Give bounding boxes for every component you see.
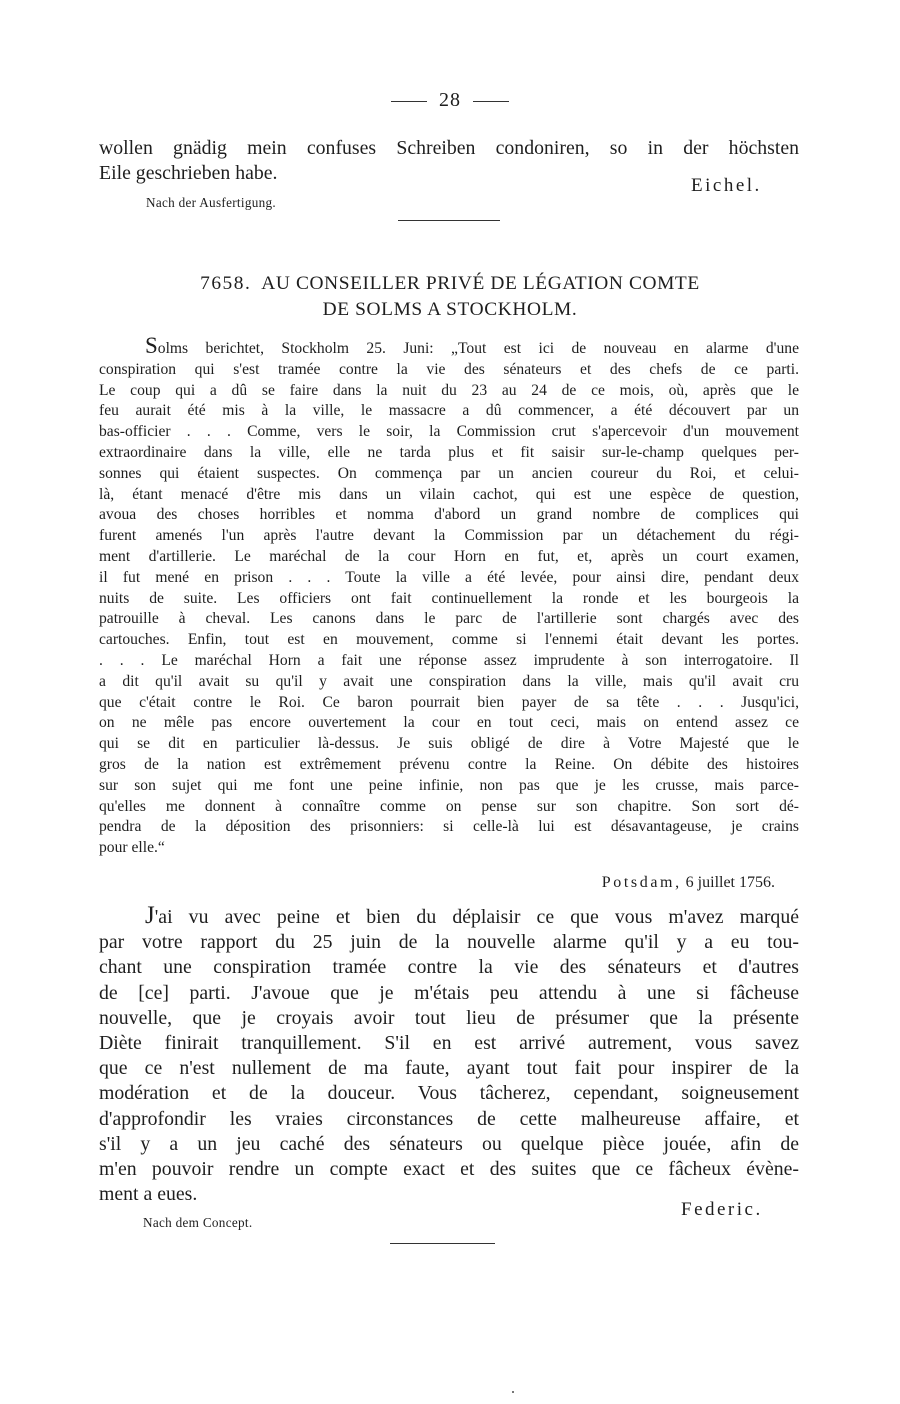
letter-line: chant une conspiration tramée contre la vie des sénateurs et d'autres [99, 956, 799, 979]
letter-line: s'il y a un jeu caché des sénateurs ou quelque pièce jouée, afin de [99, 1132, 799, 1155]
page-number-text: 28 [439, 89, 461, 111]
previous-letter-line: Eile geschrieben habe. [99, 162, 278, 185]
source-note-concept: Nach dem Concept. [143, 1215, 253, 1230]
summary-line: extraordinaire dans la ville, elle ne tarda plus et fit saisir sur-le-champ quelques per- [99, 443, 799, 461]
letter-line: modération et de la douceur. Vous tâcherez, cependant, soigneusement [99, 1082, 799, 1105]
section-divider [398, 220, 500, 221]
summary-line: que c'était contre le Roi. Ce baron pourrait bien payer de sa tête . . . Jusqu'ici, [99, 693, 799, 711]
summary-line: pour elle.“ [99, 839, 165, 857]
summary-initial: S [145, 333, 158, 358]
summary-line: cartouches. Enfin, tout est en mouvement, comme si l'ennemi était devant les portes. [99, 631, 799, 649]
summary-line: a dit qu'il avait su qu'il y avait une conspiration dans la ville, mais qu'il avait cru [99, 672, 799, 690]
source-note-ausfertigung: Nach der Ausfertigung. [146, 195, 277, 210]
letter-initial: J [145, 902, 155, 929]
letter-line: d'approfondir les vraies circonstances de cette malheureuse affaire, et [99, 1107, 799, 1130]
letter-body [99, 903, 799, 1207]
page-number-left-dash [391, 101, 427, 102]
summary-line: sonnes qui étaient suspectes. On commença par un ancien coureur du Roi, et celui- [99, 464, 799, 482]
summary-line: là, étant menacé d'être mis dans un vilain cachot, qui est une espèce de question, [99, 485, 799, 503]
scan-speck [512, 1391, 514, 1393]
summary-line: . . . Le maréchal Horn a fait une réponse assez imprudente à son interrogatoire. Il [99, 651, 799, 669]
summary-line: on ne mêle pas encore ouvertement la cour en tout ceci, mais on entend assez ce [99, 714, 799, 732]
previous-letter-line: wollen gnädig mein confuses Schreiben condoniren, so in der höchsten [99, 137, 799, 159]
summary-line: Le coup qui a dû se faire dans la nuit du 23 au 24 de ce mois, où, après que le [99, 381, 799, 399]
letter-line: Diète finirait tranquillement. S'il en est arrivé autrement, vous savez [99, 1032, 799, 1055]
letter-number: 7658. [200, 273, 252, 294]
letter-heading-title: AU CONSEILLER PRIVÉ DE LÉGATION COMTE [261, 273, 700, 294]
summary-line: gros de la nation est extrêmement prévenu contre la Reine. On débite des histoires [99, 755, 799, 773]
letter-line: nouvelle, que je croyais avoir tout lieu de présumer que la présente [99, 1006, 799, 1029]
letter-line: par votre rapport du 25 juin de la nouvelle alarme qu'il y a eu tou- [99, 931, 799, 954]
letter-line-first [99, 903, 799, 930]
summary-line: patrouille à cheval. Les canons dans le parc de l'artillerie sont chargés avec des [99, 610, 799, 628]
letter-line: ment a eues. [99, 1183, 198, 1206]
page-number [0, 89, 900, 112]
section-divider-bottom [390, 1243, 495, 1244]
summary-line-first [99, 333, 799, 360]
summary-line: bas-officier . . . Comme, vers le soir, la Commission crut s'apercevoir d'un mouvement [99, 423, 799, 441]
summary-line: olms berichtet, Stockholm 25. Juni: „Tout est ici de nouveau en alarme d'une [157, 340, 799, 357]
summary-line: qui se dit en particulier là-dessus. Je suis obligé de dire à Votre Majesté que le [99, 735, 799, 753]
signature-eichel: Eichel. [691, 175, 762, 196]
summary-line: feu aurait été mis à la ville, le massacre a dû commencer, a été découvert par un [99, 402, 799, 420]
summary-line: sur son sujet qui me font une peine infinie, non pas que je les crusse, mais parce- [99, 776, 799, 794]
letter-heading-line-1 [0, 271, 900, 297]
page-number-right-dash [473, 101, 509, 102]
dateline-place: Potsdam, [601, 874, 682, 891]
summary-line: conspiration qui s'est tramée contre la vie des sénateurs et des chefs de ce parti. [99, 360, 799, 378]
summary-line: il fut mené en prison . . . Toute la ville a été levée, pour ainsi dire, pendant deux [99, 568, 799, 586]
signature-federic: Federic. [681, 1199, 763, 1220]
report-summary [99, 333, 799, 859]
summary-line: qu'elles me donnent à connaître comme on pense sur son chapitre. Son sort dé- [99, 797, 799, 815]
letter-line: de [ce] parti. J'avoue que je m'étais peu attendu à une si fâcheuse [99, 981, 799, 1004]
summary-line: ment d'artillerie. Le maréchal de la cour Horn en fut, et, après un court examen, [99, 547, 799, 565]
summary-line: avoua des choses horribles et nomma d'abord un grand nombre de complices qui [99, 506, 799, 524]
dateline [602, 874, 775, 892]
dateline-date: 6 juillet 1756. [685, 874, 775, 891]
letter-line: m'en pouvoir rendre un compte exact et des suites que ce fâcheux évène- [99, 1158, 799, 1181]
summary-line: nuits de suite. Les officiers ont fait continuellement la ronde et les bourgeois la [99, 589, 799, 607]
summary-line: furent amenés l'un après l'autre devant la Commission par un détachement du régi- [99, 527, 799, 545]
summary-line: pendra de la déposition des prisonniers: si celle-là lui est désavantageuse, je crains [99, 818, 799, 836]
letter-line: que ce n'est nullement de ma faute, ayant tout fait pour inspirer de la [99, 1057, 799, 1080]
letter-line: 'ai vu avec peine et bien du déplaisir ce que vous m'avez marqué [154, 906, 799, 928]
letter-heading-line-2: DE SOLMS A STOCKHOLM. [322, 299, 578, 320]
